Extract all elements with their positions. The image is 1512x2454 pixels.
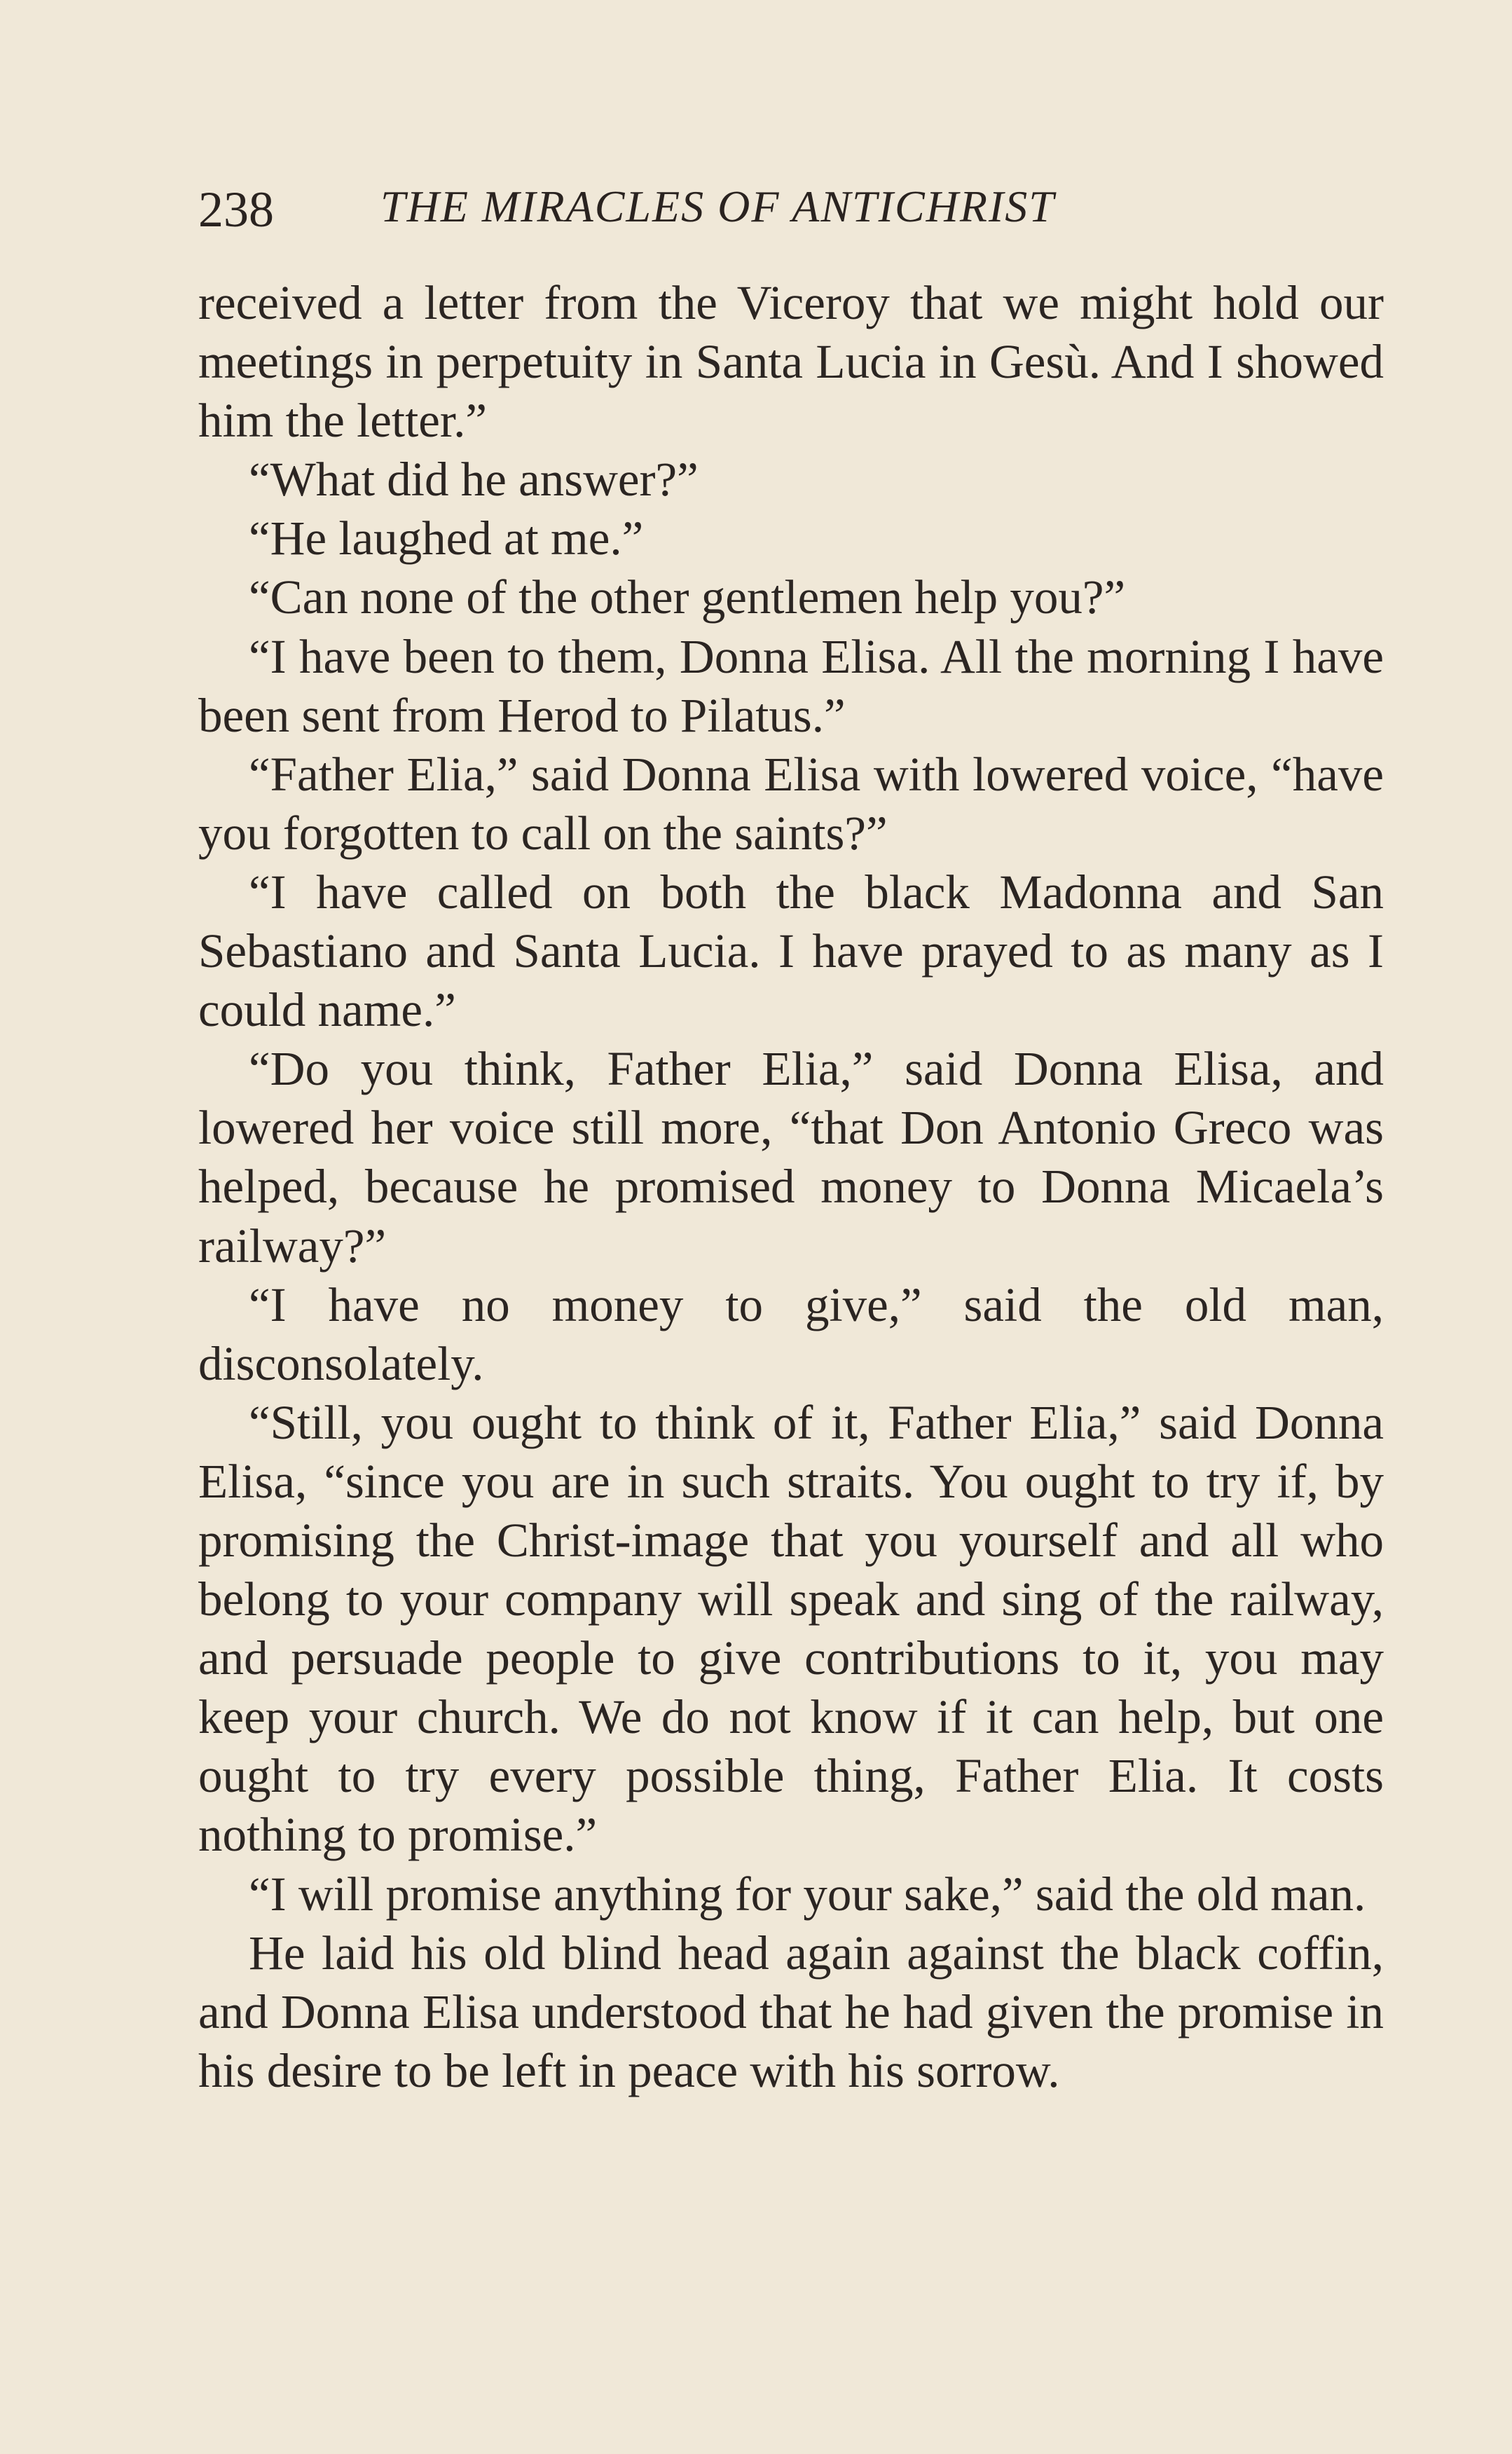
paragraph: “Do you think, Father Elia,” said Donna Elisa, and lowered her voice still more, “that Don Antonio Greco was helped, because he promised money to Donna Micaela’s railway?” (198, 1042, 1384, 1273)
paragraph: “I have been to them, Donna Elisa. All the morning I have been sent from Herod to Pilatus.” (198, 629, 1384, 742)
paragraph: “Can none of the other gentlemen help you?” (249, 570, 1126, 624)
paragraph: “What did he answer?” (249, 453, 699, 507)
paragraph: “He laughed at me.” (249, 512, 644, 565)
paragraph: “Still, you ought to think of it, Father Elia,” said Donna Elisa, “since you are in such straits. You ought to try if, by promising the Christ-image that you yourself and all who belong to your company will speak and sing of the railway, and persuade people to give contributions to it, you may keep your church. We do not know if it can help, but one ought to try every possible thing, Father Elia. It costs nothing to promise.” (198, 1395, 1384, 1862)
paragraph: “I will promise anything for your sake,” said the old man. (249, 1867, 1366, 1921)
body-text (198, 273, 1384, 2100)
running-title: THE MIRACLES OF ANTICHRIST (380, 181, 1055, 231)
page-header (198, 168, 1389, 252)
paragraph: He laid his old blind head again against the black coffin, and Donna Elisa understood that he had given the promise in his desire to be left in peace with his sorrow. (198, 1926, 1384, 2097)
paragraph: “I have called on both the black Madonna and San Sebastiano and Santa Lucia. I have prayed to as many as I could name.” (198, 865, 1384, 1037)
paragraph: “Father Elia,” said Donna Elisa with lowered voice, “have you forgotten to call on the saints?” (198, 747, 1384, 860)
page-number: 238 (198, 181, 274, 238)
paragraph: received a letter from the Viceroy that we might hold our meetings in perpetuity in Santa Lucia in Gesù. And I showed him the letter.” (198, 276, 1384, 448)
paragraph: “I have no money to give,” said the old man, disconsolately. (198, 1277, 1384, 1390)
